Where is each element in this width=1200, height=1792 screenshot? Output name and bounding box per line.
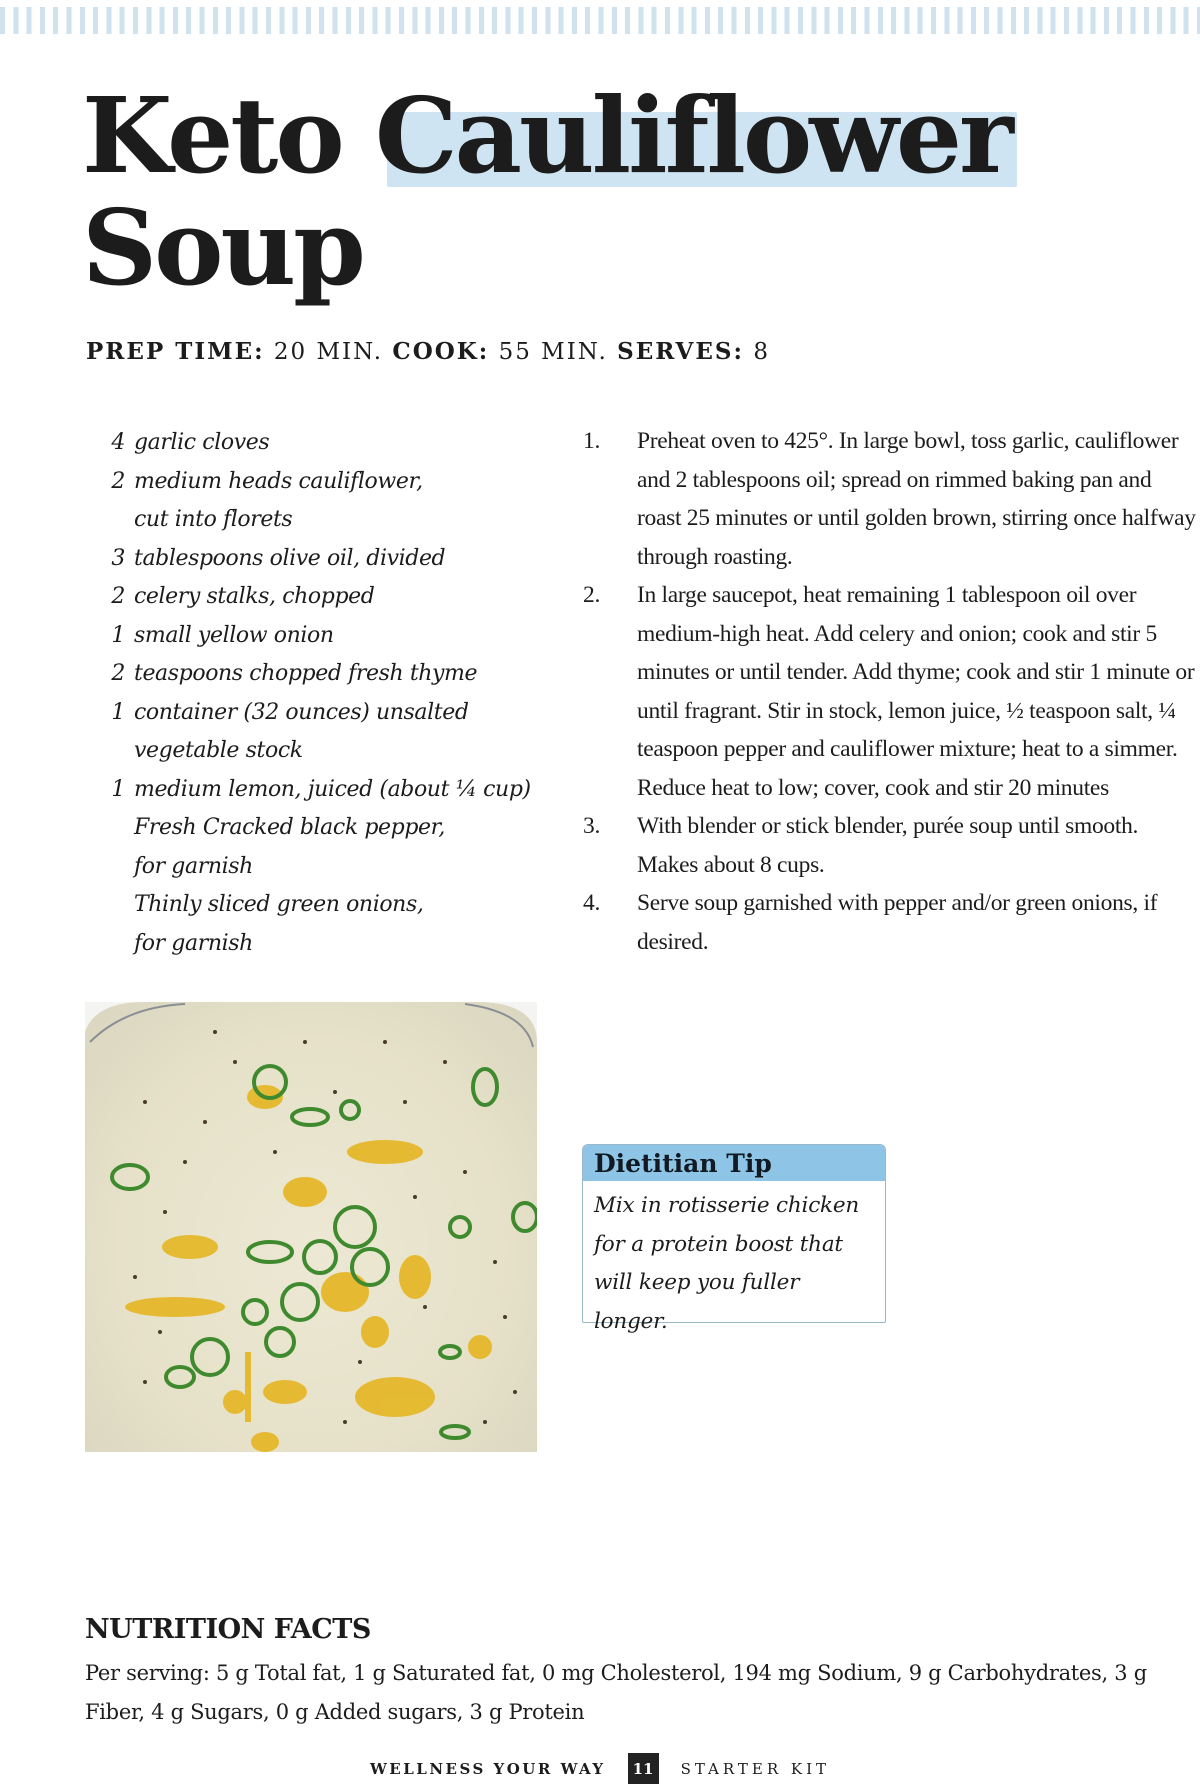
ingredient-quantity <box>95 848 134 887</box>
ingredient-item <box>95 732 555 771</box>
ingredient-item <box>95 809 555 848</box>
ingredient-item <box>95 655 555 694</box>
step-number: 4. <box>583 890 601 916</box>
ingredient-item <box>95 501 555 540</box>
direction-step <box>583 576 1200 807</box>
step-number: 2. <box>583 582 601 608</box>
nutrition-text: Per serving: 5 g Total fat, 1 g Saturated fat, 0 mg Cholesterol, 194 mg Sodium, 9 g Carbohydrates, 3 g Fiber, 4 g Sugars, 0 g Added sugars, 3 g Protein <box>85 1661 1147 1724</box>
ingredient-item <box>95 848 555 887</box>
direction-step <box>583 807 1200 884</box>
prep-label: PREP TIME: <box>86 338 265 365</box>
ingredient-quantity: 2 <box>111 661 125 686</box>
soup-illustration <box>85 1002 537 1452</box>
cook-label: COOK: <box>392 338 490 365</box>
ingredient-item <box>95 540 555 579</box>
ingredient-quantity <box>95 809 134 848</box>
directions-list <box>583 422 1200 961</box>
ingredient-item <box>95 463 555 502</box>
ingredient-quantity <box>95 925 134 964</box>
ingredient-item <box>95 617 555 656</box>
cook-value: 55 MIN. <box>498 339 608 365</box>
ingredient-text: container (32 ounces) unsalted <box>134 699 469 725</box>
ingredients-list <box>95 424 555 963</box>
ingredient-quantity <box>95 886 134 925</box>
serves-label: SERVES: <box>617 338 745 365</box>
ingredient-item <box>95 424 555 463</box>
page-footer <box>0 1753 1200 1784</box>
recipe-meta <box>86 338 770 365</box>
ingredient-text: cut into florets <box>134 507 293 532</box>
ingredient-text: medium heads cauliflower, <box>134 468 423 494</box>
tip-text: Mix in rotisserie chicken for a protein boost that will keep you fuller longer. <box>594 1193 860 1334</box>
ingredient-item <box>95 886 555 925</box>
ingredient-text: Fresh Cracked black pepper, <box>134 815 445 840</box>
ingredient-item <box>95 694 555 733</box>
ingredient-text: garlic cloves <box>134 430 270 455</box>
ingredient-quantity: 1 <box>111 776 125 802</box>
ingredient-quantity: 1 <box>111 699 125 725</box>
ingredient-text: Thinly sliced green onions, <box>134 892 424 917</box>
ingredient-item <box>95 771 555 810</box>
title-word-keto: Keto <box>82 74 375 197</box>
step-text: With blender or stick blender, purée soup until smooth. Makes about 8 cups. <box>637 813 1139 878</box>
prep-value: 20 MIN. <box>273 339 384 365</box>
ingredient-text: tablespoons olive oil, divided <box>134 545 446 571</box>
title-highlighted-word: Cauliflower <box>374 74 1011 197</box>
step-number: 1. <box>583 428 601 454</box>
ingredient-quantity: 2 <box>111 584 125 609</box>
ingredient-text: small yellow onion <box>134 622 334 648</box>
ingredient-text: medium lemon, juiced (about ¼ cup) <box>134 776 531 802</box>
footer-section: STARTER KIT <box>680 1759 831 1778</box>
ingredient-quantity: 2 <box>111 468 125 494</box>
soup-photo <box>85 1002 537 1452</box>
recipe-title <box>82 74 1011 309</box>
ingredient-item <box>95 925 555 964</box>
step-text: Preheat oven to 425°. In large bowl, toss garlic, cauliflower and 2 tablespoons oil; spread on rimmed baking pan and roast 25 minutes or until golden brown, stirring once halfway through roasting. <box>637 428 1196 570</box>
title-line-2: Soup <box>82 186 363 309</box>
page-number: 11 <box>628 1753 659 1784</box>
ingredient-quantity: 1 <box>111 622 125 648</box>
ingredient-item <box>95 578 555 617</box>
step-text: Serve soup garnished with pepper and/or green onions, if desired. <box>637 890 1158 955</box>
ingredient-text: teaspoons chopped fresh thyme <box>134 661 478 686</box>
ingredient-text: vegetable stock <box>134 738 303 763</box>
ingredient-text: for garnish <box>134 930 253 956</box>
decorative-stripe-band <box>0 7 1200 34</box>
ingredient-text: for garnish <box>134 853 253 879</box>
ingredient-quantity: 3 <box>111 545 125 571</box>
serves-value: 8 <box>753 339 770 365</box>
step-number: 3. <box>583 813 601 839</box>
step-text: In large saucepot, heat remaining 1 tablespoon oil over medium-high heat. Add celery and onion; cook and stir 5 minutes or until tender. Add thyme; cook and stir 1 minute or until fragrant. Stir in stock, lemon juice, ½ teaspoon salt, ¼ teaspoon pepper and cauliflower mixture; heat to a simmer. Reduce heat to low; cover, cook and stir 20 minutes <box>637 582 1195 801</box>
dietitian-tip-box <box>582 1144 886 1334</box>
ingredient-quantity <box>95 501 134 540</box>
tip-title: Dietitian Tip <box>583 1145 885 1181</box>
direction-step <box>583 884 1200 961</box>
ingredient-text: celery stalks, chopped <box>134 584 375 609</box>
nutrition-title: NUTRITION FACTS <box>85 1614 371 1645</box>
ingredient-quantity: 4 <box>111 430 125 455</box>
direction-step <box>583 422 1200 576</box>
footer-publication: WELLNESS YOUR WAY <box>369 1759 606 1778</box>
ingredient-quantity <box>95 732 134 771</box>
